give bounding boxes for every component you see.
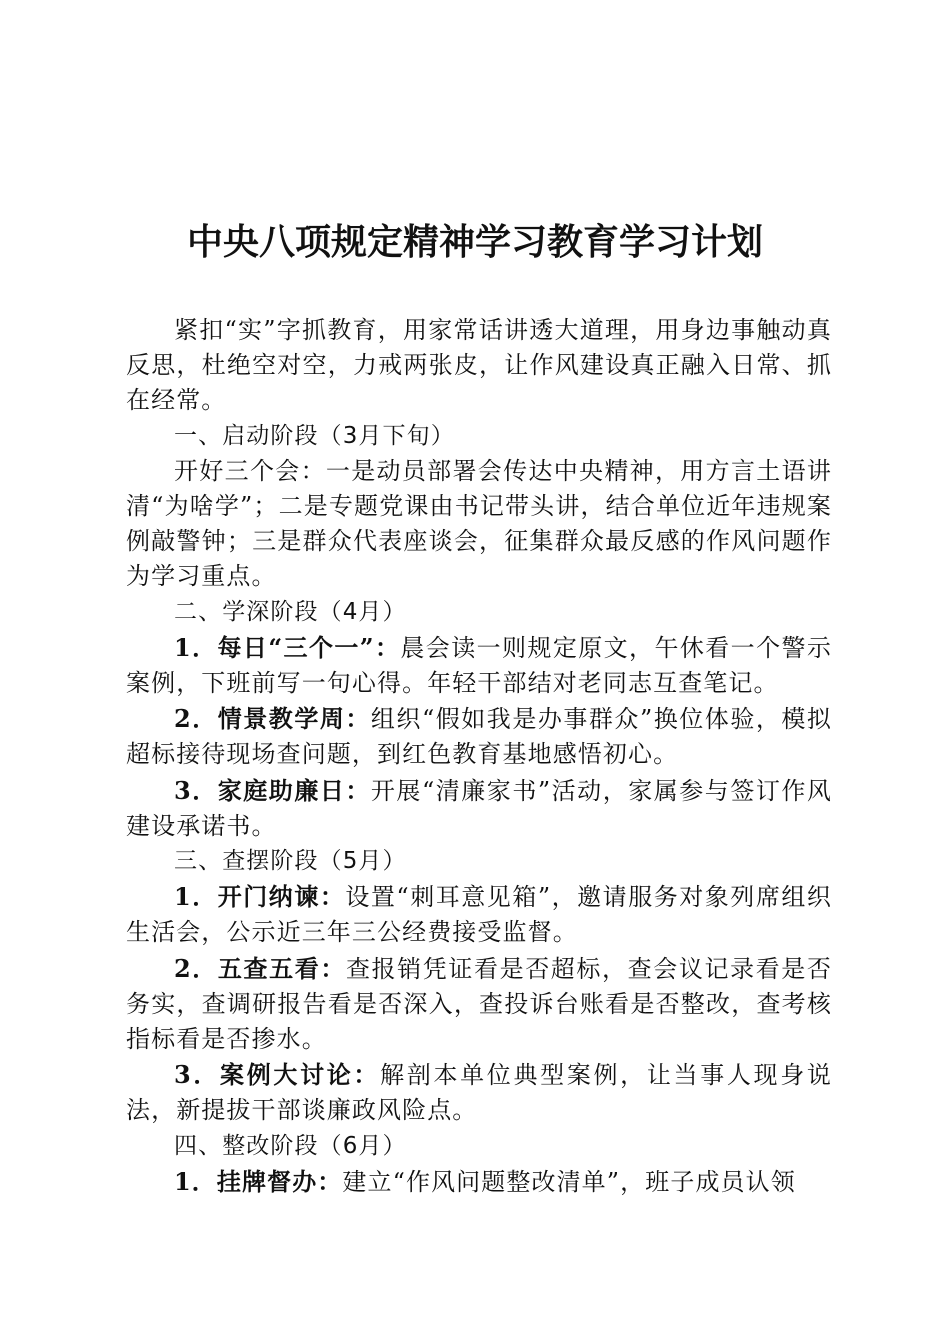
item-text: 组织“假如我是办事群众”换位体验，模拟超标接待现场查问题，到红色教育基地感悟初心。 <box>126 705 832 769</box>
item-label: 1．挂牌督办： <box>174 1166 343 1196</box>
item-label: 3．家庭助廉日： <box>174 775 371 805</box>
list-item <box>126 630 832 701</box>
list-item <box>126 1057 832 1128</box>
list-item <box>126 701 832 772</box>
item-text: 解剖本单位典型案例，让当事人现身说法，新提拔干部谈廉政风险点。 <box>126 1061 833 1125</box>
item-label: 2．情景教学周： <box>174 704 371 734</box>
item-label: 1．每日“三个一”： <box>174 632 401 662</box>
intro-paragraph: 紧扣“实”字抓教育，用家常话讲透大道理，用身边事触动真反思，杜绝空对空，力戒两张皮，让作风建设真正融入日常、抓在经常。 <box>126 316 832 415</box>
section-heading-rectification: 四、整改阶段（6月） <box>174 1132 407 1159</box>
item-text: 查报销凭证看是否超标，查会议记录看是否务实，查调研报告看是否深入，查投诉台账看是否整改，查考核指标看是否掺水。 <box>126 954 832 1054</box>
list-item <box>126 1164 832 1200</box>
item-label: 1．开门纳谏： <box>174 882 346 912</box>
item-label: 2．五查五看： <box>174 953 346 983</box>
item-text: 建立“作风问题整改清单”，班子成员认领 <box>342 1167 796 1196</box>
list-item <box>126 951 832 1058</box>
document-title: 中央八项规定精神学习教育学习计划 <box>186 221 763 263</box>
list-item <box>126 879 832 950</box>
item-label: 3．案例大讨论： <box>174 1060 381 1090</box>
list-item <box>126 773 832 844</box>
section-heading-deep-study: 二、学深阶段（4月） <box>174 598 407 625</box>
section-paragraph-startup: 开好三个会：一是动员部署会传达中央精神，用方言土语讲清“为啥学”；二是专题党课由书记带头讲，结合单位近年违规案例敲警钟；三是群众代表座谈会，征集群众最反感的作风问题作为学习重点。 <box>126 456 832 591</box>
document-body <box>126 313 832 1200</box>
item-text: 开展“清廉家书”活动，家属参与签订作风建设承诺书。 <box>126 776 832 840</box>
section-heading-review: 三、查摆阶段（5月） <box>174 848 407 875</box>
section-heading-startup: 一、启动阶段（3月下旬） <box>174 422 455 449</box>
item-text: 晨会读一则规定原文，午休看一个警示案例，下班前写一句心得。年轻干部结对老同志互查笔记。 <box>126 633 833 698</box>
item-text: 设置“刺耳意见箱”，邀请服务对象列席组织生活会，公示近三年三公经费接受监督。 <box>126 883 832 947</box>
